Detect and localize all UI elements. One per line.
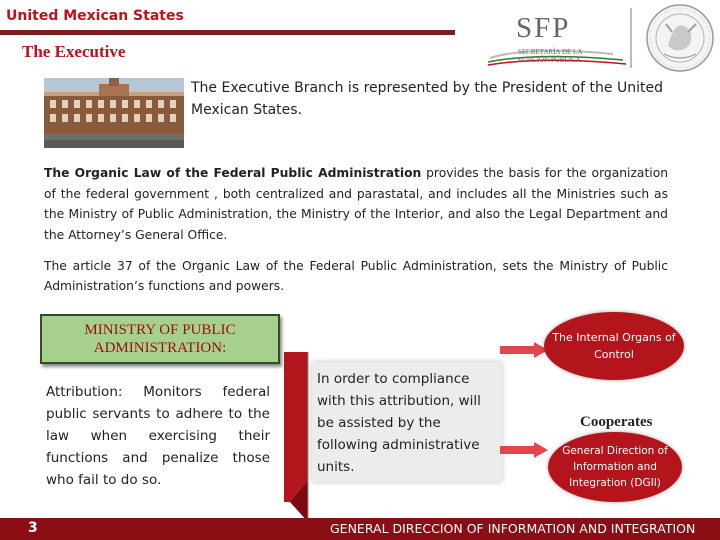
dgii-oval [548, 432, 682, 502]
article-37-paragraph: The article 37 of the Organic Law of the Federal Public Administration, sets the Ministry of Public Administration’s functions and powers. [44, 259, 668, 293]
country-title: United Mexican States [6, 8, 184, 24]
compliance-box: In order to compliance with this attribution, will be assisted by the following administrative units. [312, 362, 502, 482]
organic-law-rest: provides the basis for the organization of the federal government , both centralized and parastatal, and includes all the Ministries such as the Ministry of Public Administration, the Ministry of the Interior, and also the Legal Department and the Attorney’s General Office. [44, 166, 669, 242]
dgii-label: General Direction of Information and Integration (DGII) [562, 445, 668, 489]
sfp-logo [488, 8, 628, 68]
arrow-right-icon [500, 342, 548, 358]
attribution-text: Attribution: Monitors federal public servants to adhere to the law when exercising their functions and penalize those who fail to do so. [46, 384, 270, 488]
logo-divider [630, 8, 632, 68]
header-rule [0, 30, 455, 35]
page-number: 3 [28, 520, 38, 536]
internal-organs-label: The Internal Organs of Control [552, 331, 676, 361]
internal-organs-oval [544, 312, 684, 380]
arrow-right-icon [500, 442, 548, 458]
sfp-acronym: SFP [516, 12, 571, 44]
intro-text: The Executive Branch is represented by the President of the United Mexican States. [191, 80, 663, 118]
footer-text: GENERAL DIRECCION OF INFORMATION AND INTEGRATION [330, 521, 696, 536]
sfp-subtitle: SECRETARÍA DE LA FUNCIÓN PÚBLICA [518, 48, 582, 64]
section-title: The Executive [22, 42, 126, 61]
organic-law-paragraph [44, 163, 668, 245]
cooperates-label: Cooperates [580, 414, 653, 430]
organic-law-bold-lead: The Organic Law of the Federal Public Administration [44, 166, 422, 180]
ministry-box [40, 314, 280, 364]
ministry-label: MINISTRY OF PUBLIC ADMINISTRATION: [84, 322, 236, 356]
flow-arrow-icon [282, 352, 310, 522]
mexico-seal-icon [644, 2, 716, 74]
national-palace-photo [44, 78, 184, 148]
